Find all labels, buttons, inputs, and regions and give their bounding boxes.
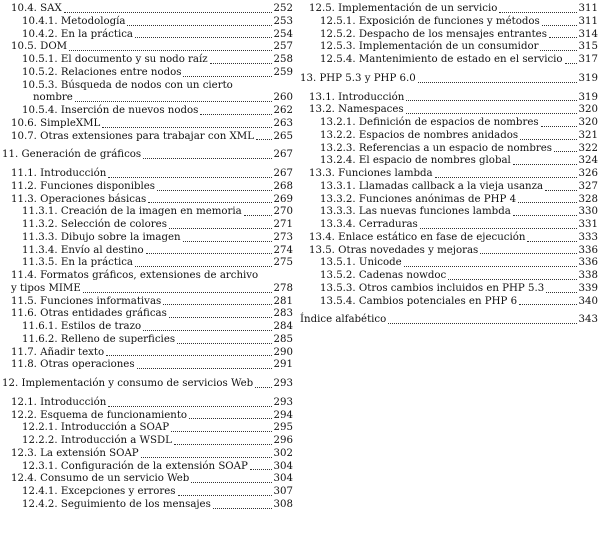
dot-leader (540, 50, 576, 51)
dot-leader (554, 151, 577, 152)
toc-page-number: 273 (273, 231, 293, 243)
toc-entry (2, 321, 293, 334)
toc-entry-title: 11.1. Introducción (11, 168, 107, 179)
dot-leader (148, 202, 271, 203)
toc-entry-title: 10.5. DOM (11, 41, 68, 53)
dot-leader (171, 431, 271, 432)
toc-page-number: 253 (273, 15, 293, 27)
toc-entry-title: 13.5.2. Cadenas nowdoc (320, 270, 447, 281)
toc-entry (2, 422, 293, 435)
dot-leader (513, 164, 577, 165)
toc-page-number: 308 (273, 498, 293, 510)
toc-entry (300, 296, 598, 309)
toc-entry-title: 12.5. Implementación de un servicio (309, 3, 498, 14)
dot-leader (141, 457, 272, 458)
dot-leader (174, 444, 272, 445)
dot-leader (191, 482, 271, 483)
toc-entry (300, 117, 598, 130)
toc-entry-title: 13. PHP 5.3 y PHP 6.0 (300, 72, 416, 84)
toc-page-number: 263 (273, 117, 293, 129)
toc-entry (300, 143, 598, 156)
toc-page-number: 317 (578, 54, 598, 65)
toc-entry (2, 296, 293, 309)
dot-leader (256, 139, 272, 140)
toc-entry (2, 3, 293, 16)
dot-leader (406, 100, 576, 101)
toc-page-number: 281 (273, 295, 293, 307)
toc-entry (2, 410, 293, 423)
toc-entry (2, 105, 293, 118)
dot-leader (420, 228, 577, 229)
toc-entry-title: 12.2.2. Introducción a WSDL (22, 435, 172, 446)
dot-leader (189, 418, 271, 419)
toc-page-number: 319 (578, 91, 598, 103)
toc-chapter-entry (300, 314, 598, 327)
toc-entry (2, 283, 293, 296)
toc-page-number: 328 (578, 193, 598, 205)
toc-entry-title: 10.5.4. Inserción de nuevos nodos (22, 105, 199, 116)
toc-entry-title: 11.3.4. Envío al destino (22, 244, 144, 256)
toc-entry (300, 257, 598, 270)
toc-entry (2, 29, 293, 42)
toc-entry (2, 206, 293, 219)
dot-leader (157, 190, 272, 191)
dot-leader (213, 508, 272, 509)
toc-page-number: 270 (273, 206, 293, 218)
toc-page-number: 302 (273, 447, 293, 459)
toc-entry (2, 347, 293, 360)
toc-entry-title: 11.3. Operaciones básicas (11, 193, 147, 205)
toc-page-number: 320 (578, 104, 598, 116)
toc-entry (300, 245, 598, 258)
toc-entry (300, 232, 598, 245)
dot-leader (542, 25, 577, 26)
toc-page-number: 319 (578, 72, 598, 84)
toc-entry (2, 435, 293, 448)
toc-entry (2, 67, 293, 80)
toc-page-number: 321 (578, 129, 598, 141)
toc-entry (2, 257, 293, 270)
toc-page-number: 268 (273, 180, 293, 192)
toc-page-number: 274 (273, 244, 293, 256)
toc-entry-title: 11.2. Funciones disponibles (11, 180, 156, 192)
toc-page-number: 340 (578, 295, 598, 307)
toc-page-number: 259 (273, 66, 293, 78)
toc-entry-title: 12.2.1. Introducción a SOAP (22, 422, 170, 434)
toc-page-number: 331 (578, 219, 598, 230)
dot-leader (210, 63, 272, 64)
toc-page-number: 278 (273, 282, 293, 294)
toc-entry-title: 11.3.2. Selección de colores (22, 219, 167, 230)
toc-page-number: 260 (273, 92, 293, 104)
toc-entry (2, 473, 293, 486)
toc-entry-title: 13.3. Funciones lambda (309, 168, 433, 179)
toc-entry (300, 3, 598, 16)
toc-entry-title: 12.4.2. Seguimiento de los mensajes (22, 498, 211, 510)
toc-page-number: 267 (273, 149, 293, 161)
toc-entry (300, 29, 598, 42)
toc-page-number: 304 (273, 460, 293, 472)
toc-page-number: 294 (273, 409, 293, 421)
toc-entry (2, 181, 293, 194)
toc-entry (2, 486, 293, 499)
toc-entry-title: 10.5.3. Búsqueda de nodos con un cierto (22, 79, 233, 91)
dot-leader (565, 63, 577, 64)
dot-leader (480, 253, 576, 254)
toc-entry (2, 219, 293, 232)
toc-entry (300, 270, 598, 283)
toc-page-number: 336 (578, 244, 598, 256)
dot-leader (143, 158, 271, 159)
toc-entry (2, 16, 293, 29)
toc-entry-title: 13.1. Introducción (309, 91, 405, 103)
toc-entry-title: 11.6. Otras entidades gráficas (11, 308, 167, 320)
toc-entry-title: 11.6.2. Relleno de superficies (22, 333, 176, 345)
toc-page-number: 293 (273, 396, 293, 408)
toc-entry-title: 10.5.1. El documento y su nodo raíz (22, 54, 208, 65)
toc-entry (300, 283, 598, 296)
toc-page-number: 336 (578, 257, 598, 269)
toc-page-number: 284 (273, 321, 293, 332)
toc-entry-title: 11.6.1. Estilos de trazo (22, 321, 142, 332)
toc-entry-title: 10.7. Otras extensiones para trabajar con XML (11, 130, 254, 142)
dot-leader (169, 317, 272, 318)
toc-page-number: 283 (273, 308, 293, 320)
toc-entry-title: 11.7. Añadir texto (11, 346, 105, 358)
toc-entry (300, 181, 598, 194)
dot-leader (137, 368, 272, 369)
toc-entry-title: 11.8. Otras operaciones (11, 359, 135, 371)
toc-entry (2, 118, 293, 131)
toc-entry-title: 11.3.3. Dibujo sobre la imagen (22, 231, 181, 243)
toc-entry (300, 206, 598, 219)
dot-leader (146, 253, 272, 254)
toc-entry (2, 245, 293, 258)
toc-chapter-entry (300, 73, 598, 86)
toc-entry (300, 92, 598, 105)
toc-entry-title: 13.3.3. Las nuevas funciones lambda (320, 206, 511, 218)
toc-entry-title: 13.5.4. Cambios potenciales en PHP 6 (320, 295, 518, 307)
toc-page-number: 271 (273, 219, 293, 230)
toc-left-column (2, 3, 293, 512)
toc-entry-title: 13.3.1. Llamadas callback a la vieja usanza (320, 180, 544, 192)
dot-leader (520, 139, 576, 140)
toc-entry (300, 41, 598, 54)
dot-leader (108, 177, 271, 178)
toc-entry-title: 12.3. La extensión SOAP (11, 447, 139, 459)
toc-entry (300, 155, 598, 168)
dot-leader (448, 279, 576, 280)
toc-entry-title: Índice alfabético (300, 314, 387, 326)
dot-leader (546, 292, 576, 293)
toc-entry-title: 13.2.4. El espacio de nombres global (320, 155, 511, 167)
toc-entry-title: nombre (33, 92, 73, 104)
toc-entry (2, 359, 293, 372)
toc-entry (2, 168, 293, 181)
toc-page-number: 307 (273, 486, 293, 497)
toc-chapter-entry (2, 149, 293, 162)
toc-page-number: 314 (578, 28, 598, 40)
toc-entry-title: 13.2.3. Referencias a un espacio de nombres (320, 142, 552, 154)
toc-page-number: 324 (578, 155, 598, 167)
toc-entry (300, 104, 598, 117)
toc-entry (2, 448, 293, 461)
toc-entry-title: 11.5. Funciones informativas (11, 295, 162, 307)
toc-page-number: 320 (578, 117, 598, 128)
toc-page-number: 258 (273, 54, 293, 65)
toc-entry-title: 13.2.2. Espacios de nombres anidados (320, 129, 519, 141)
toc-entry (2, 397, 293, 410)
toc-page-number: 290 (273, 346, 293, 358)
toc-page-number: 339 (578, 282, 598, 294)
toc-entry-title: 11. Generación de gráficos (2, 149, 142, 161)
dot-leader (499, 12, 576, 13)
toc-entry-title: 12.5.2. Despacho de los mensajes entrantes (320, 28, 547, 40)
dot-leader (406, 113, 577, 114)
dot-leader (75, 101, 272, 102)
dot-leader (64, 12, 272, 13)
toc-page-number: 275 (273, 257, 293, 269)
toc-entry (300, 219, 598, 232)
toc-entry (300, 194, 598, 207)
dot-leader (183, 241, 272, 242)
dot-leader (200, 114, 271, 115)
toc-entry-title: 12.1. Introducción (11, 396, 107, 408)
dot-leader (163, 304, 271, 305)
toc-entry (300, 130, 598, 143)
toc-entry-title: 11.3.5. En la práctica (22, 257, 133, 269)
dot-leader (178, 495, 272, 496)
toc-entry-title: 12.2. Esquema de funcionamiento (11, 409, 188, 421)
toc-entry-title: 12.5.3. Implementación de un consumidor (320, 41, 539, 53)
toc-page-number: 293 (273, 378, 293, 389)
toc-entry-title: 10.4.2. En la práctica (22, 28, 133, 40)
toc-entry (300, 54, 598, 67)
toc-entry-title: 13.3.4. Cerraduras (320, 219, 418, 230)
dot-leader (255, 387, 271, 388)
dot-leader (519, 304, 576, 305)
toc-page-number: 296 (273, 435, 293, 446)
dot-leader (108, 406, 271, 407)
toc-entry (2, 54, 293, 67)
toc-entry (2, 461, 293, 474)
dot-leader (404, 266, 577, 267)
toc-page-number: 343 (578, 314, 598, 326)
toc-entry (2, 308, 293, 321)
dot-leader (250, 469, 272, 470)
toc-page-number: 265 (273, 130, 293, 142)
toc-entry-title: 13.4. Enlace estático en fase de ejecución (309, 231, 526, 243)
toc-entry-title: 13.2. Namespaces (309, 104, 404, 116)
dot-leader (549, 37, 577, 38)
toc-entry-title: 12.3.1. Configuración de la extensión SOAP (22, 460, 248, 472)
toc-entry (2, 499, 293, 512)
dot-leader (388, 323, 576, 324)
dot-leader (135, 266, 272, 267)
toc-entry (2, 92, 293, 105)
toc-entry-title: 10.5.2. Relaciones entre nodos (22, 66, 182, 78)
toc-entry-title: 12.5.1. Exposición de funciones y métodos (320, 15, 540, 27)
toc-entry-title: 10.4. SAX (11, 3, 62, 14)
toc-page-number: 291 (273, 359, 293, 371)
toc-entry (300, 168, 598, 181)
dot-leader (102, 127, 271, 128)
toc-page-number: 322 (578, 142, 598, 154)
toc-chapter-entry (2, 378, 293, 391)
toc-page-number: 333 (578, 231, 598, 243)
toc-entry-title: 12.4.1. Excepciones y errores (22, 486, 176, 497)
toc-entry (300, 16, 598, 29)
dot-leader (545, 190, 577, 191)
toc-page-number: 285 (273, 333, 293, 345)
toc-entry-title: 11.4. Formatos gráficos, extensiones de archivo (11, 270, 259, 281)
toc-entry-title: 12.4. Consumo de un servicio Web (11, 473, 190, 485)
toc-entry-title: 11.3.1. Creación de la imagen en memoria (22, 206, 242, 218)
toc-entry (2, 194, 293, 207)
dot-leader (418, 82, 577, 83)
toc-entry-title: 13.5.1. Unicode (320, 257, 402, 269)
toc-entry (2, 80, 293, 93)
dot-leader (435, 177, 577, 178)
toc-entry-title: 10.6. SimpleXML (11, 117, 101, 129)
toc-entry-title: 13.3.2. Funciones anónimas de PHP 4 (320, 193, 517, 205)
dot-leader (169, 228, 272, 229)
dot-leader (513, 215, 577, 216)
dot-leader (244, 215, 272, 216)
toc-entry (2, 41, 293, 54)
toc-entry-title: 13.2.1. Definición de espacios de nombres (320, 117, 539, 128)
dot-leader (135, 37, 272, 38)
toc-entry (2, 232, 293, 245)
toc-page-number: 311 (578, 15, 598, 27)
toc-page-number: 269 (273, 193, 293, 205)
toc-entry-title: 10.4.1. Metodología (22, 15, 126, 27)
toc-entry-title: 12. Implementación y consumo de servicios Web (2, 378, 254, 389)
toc-page-number: 326 (578, 168, 598, 179)
toc-entry-title: y tipos MIME (11, 282, 81, 294)
toc-page-number: 267 (273, 168, 293, 179)
toc-entry-title: 13.5. Otras novedades y mejoras (309, 244, 479, 256)
toc-entry (2, 270, 293, 283)
toc-page-number: 295 (273, 422, 293, 434)
toc-page-number: 315 (578, 41, 598, 53)
dot-leader (69, 50, 271, 51)
dot-leader (518, 202, 576, 203)
dot-leader (83, 292, 272, 293)
toc-entry-title: 12.5.4. Mantenimiento de estado en el servicio (320, 54, 563, 65)
dot-leader (177, 343, 271, 344)
dot-leader (143, 330, 271, 331)
dot-leader (106, 355, 271, 356)
toc-entry (2, 334, 293, 347)
toc-page-number: 262 (273, 105, 293, 116)
toc-page-number: 252 (273, 3, 293, 14)
toc-page-number: 257 (273, 41, 293, 53)
toc-page-number: 338 (578, 270, 598, 281)
dot-leader (541, 126, 577, 127)
toc-page-number: 327 (578, 180, 598, 192)
toc-page-number: 304 (273, 473, 293, 485)
dot-leader (183, 76, 271, 77)
toc-right-column (300, 3, 598, 327)
dot-leader (127, 25, 271, 26)
toc-entry (2, 131, 293, 144)
toc-page-number: 311 (578, 3, 598, 14)
toc-entry-title: 13.5.3. Otros cambios incluidos en PHP 5.3 (320, 282, 545, 294)
dot-leader (527, 241, 576, 242)
toc-page-number: 254 (273, 28, 293, 40)
toc-page-number: 330 (578, 206, 598, 218)
